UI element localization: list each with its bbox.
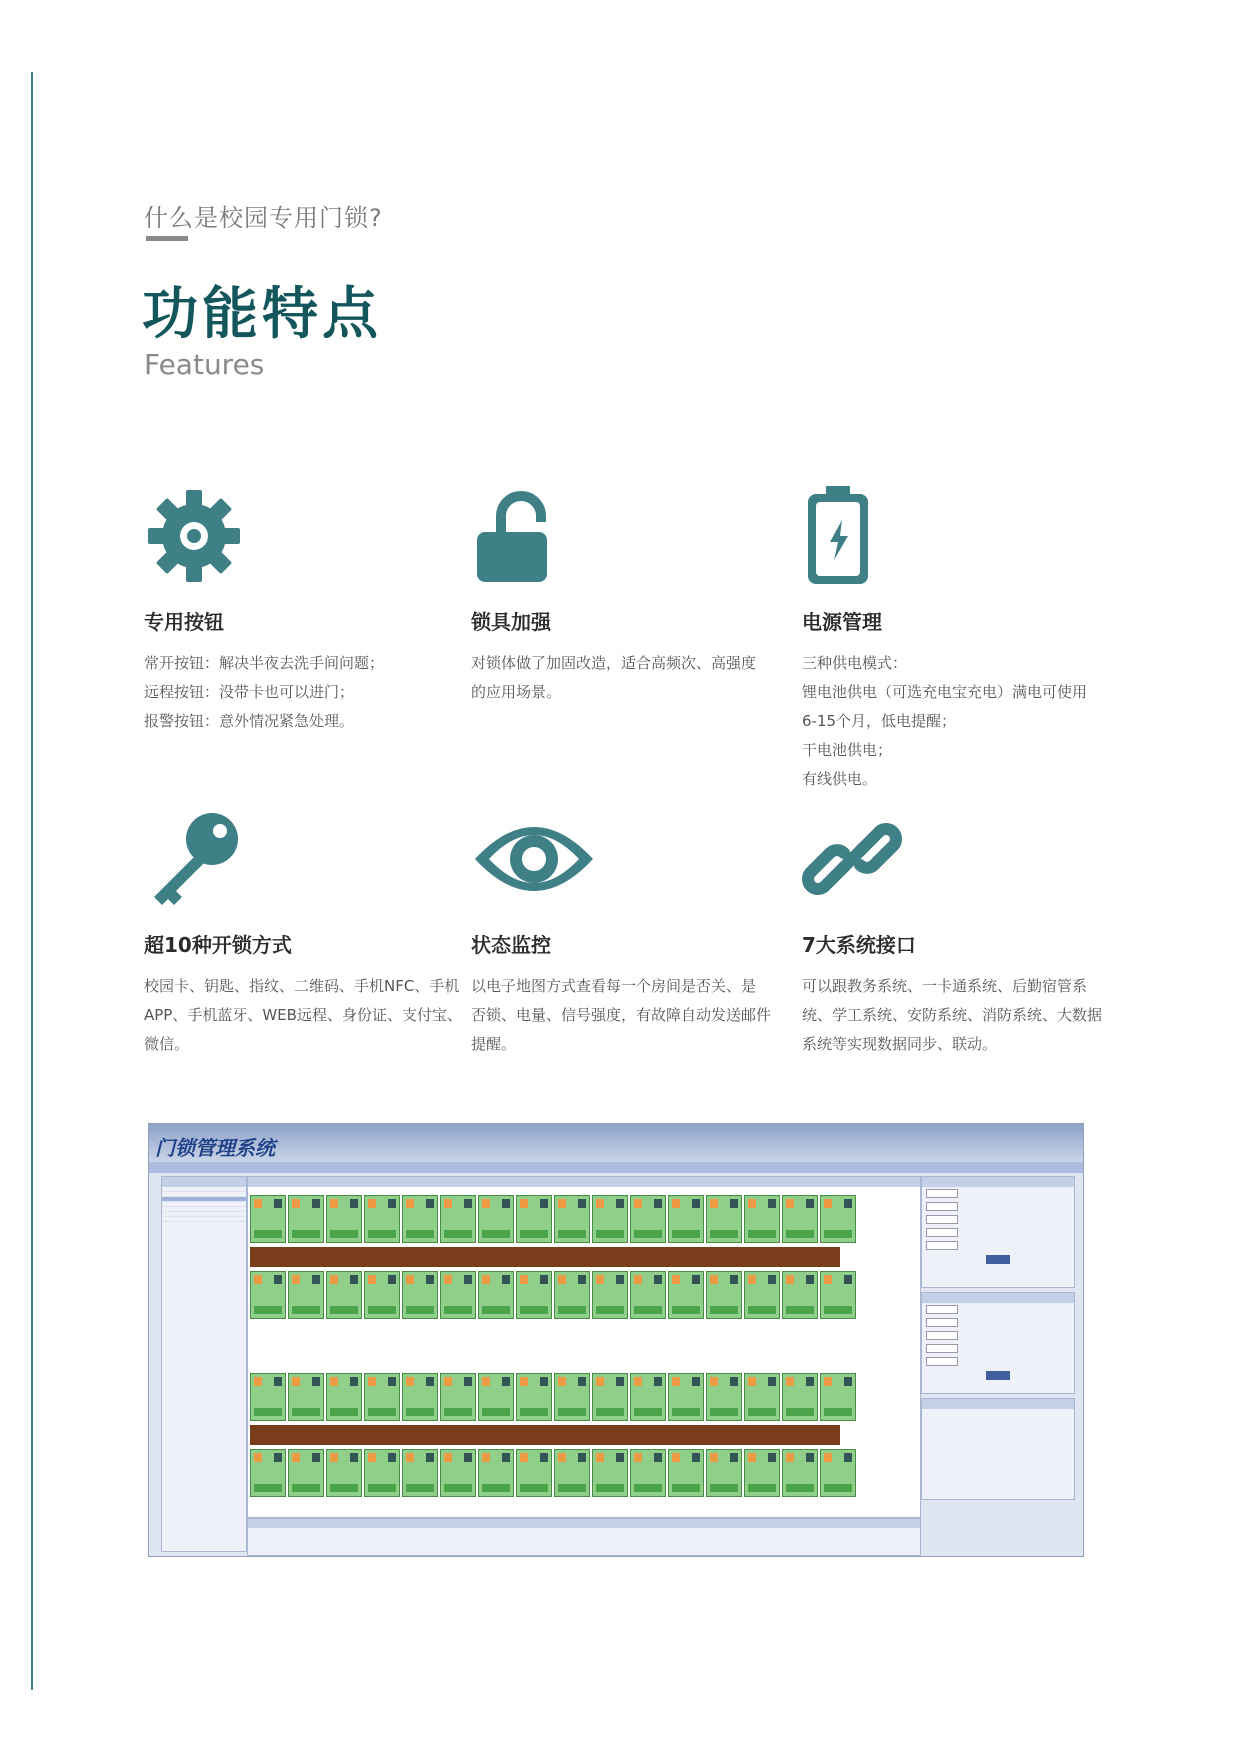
room-label [406,1306,434,1314]
room-label [254,1484,282,1492]
feature-description: 校园卡、钥匙、指纹、二维码、手机NFC、手机 APP、手机蓝牙、WEB远程、身份证、支付宝、 微信。 [144,977,462,1053]
room-tile [668,1271,704,1319]
room-label [710,1408,738,1416]
room-tile [402,1449,438,1497]
room-label [520,1306,548,1314]
panel-header [922,1177,1074,1187]
room-label [558,1484,586,1492]
query-side-panel [921,1176,1075,1504]
room-tile [402,1195,438,1243]
room-label [444,1306,472,1314]
room-label [368,1408,396,1416]
room-map-panel [247,1176,921,1518]
room-label [596,1484,624,1492]
room-label [444,1230,472,1238]
building-tree-panel [161,1176,247,1552]
room-label [786,1230,814,1238]
room-tile [744,1195,780,1243]
room-label [520,1408,548,1416]
room-label [406,1230,434,1238]
room-tile [782,1373,818,1421]
room-label [520,1484,548,1492]
eye-icon [471,809,597,909]
panel-header [922,1293,1074,1303]
feature-power-management [802,486,1102,794]
room-label [558,1306,586,1314]
feature-system-interfaces [802,809,1102,1059]
room-label [786,1408,814,1416]
room-label [292,1230,320,1238]
feature-title: 超10种开锁方式 [144,933,292,957]
room-tile [516,1195,552,1243]
room-tile [782,1195,818,1243]
room-tile [820,1195,856,1243]
corridor [250,1425,840,1445]
room-label [748,1230,776,1238]
feature-lock-reinforcement [471,486,771,707]
room-tile [820,1373,856,1421]
room-tile [440,1449,476,1497]
feature-description: 三种供电模式： 锂电池供电（可选充电宝充电）满电可使用 6-15个月，低电提醒； 干电池供电； 有线供电。 [802,654,1088,788]
room-tile [478,1373,514,1421]
room-tile [744,1373,780,1421]
card-query-panel [921,1292,1075,1394]
room-label [824,1230,852,1238]
room-tile [630,1373,666,1421]
room-tile [326,1373,362,1421]
room-tile [554,1373,590,1421]
room-tile [478,1195,514,1243]
query-field[interactable] [926,1318,958,1327]
room-label [824,1306,852,1314]
query-field[interactable] [926,1331,958,1340]
feature-dedicated-buttons [144,486,444,736]
room-tile [402,1271,438,1319]
room-label [406,1408,434,1416]
page-margin-line [31,72,33,1690]
room-row [250,1195,856,1243]
feature-title: 电源管理 [802,610,882,634]
room-tile [364,1449,400,1497]
room-row [250,1373,856,1421]
room-tile [440,1373,476,1421]
room-label [330,1484,358,1492]
room-tile [250,1373,286,1421]
page-subtitle: Features [144,348,265,381]
gear-icon [144,486,244,586]
tree-item [162,1217,246,1222]
room-label [558,1408,586,1416]
room-tile [782,1449,818,1497]
status-query-panel [921,1176,1075,1288]
section-kicker: 什么是校园专用门锁? [144,204,383,232]
room-label [368,1230,396,1238]
date-field[interactable] [926,1357,958,1366]
room-row [250,1271,856,1319]
query-button[interactable] [986,1371,1010,1380]
feature-unlock-methods [144,809,462,1059]
room-label [710,1230,738,1238]
feature-title: 7大系统接口 [802,933,916,957]
room-tile [554,1195,590,1243]
query-field[interactable] [926,1305,958,1314]
room-label [710,1306,738,1314]
room-label [330,1408,358,1416]
room-tile [326,1271,362,1319]
kicker-underline [146,236,188,241]
room-label [672,1230,700,1238]
room-label [596,1408,624,1416]
room-label [444,1484,472,1492]
panel-header [922,1399,1074,1409]
feature-description: 以电子地图方式查看每一个房间是否关、是 否锁、电量、信号强度，有故障自动发送邮件 提醒。 [471,977,772,1053]
room-label [748,1408,776,1416]
room-label [672,1484,700,1492]
room-tile [554,1449,590,1497]
room-tile [706,1271,742,1319]
room-tile [440,1271,476,1319]
room-label [596,1230,624,1238]
room-tile [326,1195,362,1243]
room-tile [668,1449,704,1497]
room-tile [668,1195,704,1243]
room-label [254,1408,282,1416]
feature-title: 专用按钮 [144,610,224,634]
room-tile [592,1195,628,1243]
room-tile [250,1195,286,1243]
chain-link-icon [802,809,902,909]
query-button[interactable] [986,1255,1010,1264]
lock-management-system-screenshot [148,1123,1084,1557]
room-tile [364,1373,400,1421]
room-tile [250,1449,286,1497]
room-label [482,1230,510,1238]
room-tile [440,1195,476,1243]
room-label [482,1408,510,1416]
room-label [292,1408,320,1416]
room-tile [516,1373,552,1421]
app-header [149,1124,1083,1162]
feature-title: 锁具加强 [471,610,551,634]
room-tile [478,1271,514,1319]
room-label [292,1306,320,1314]
feature-status-monitoring [471,809,771,1059]
room-tile [364,1271,400,1319]
room-label [292,1484,320,1492]
date-field[interactable] [926,1344,958,1353]
room-label [368,1484,396,1492]
room-label [748,1484,776,1492]
room-tile [820,1271,856,1319]
room-tile [630,1195,666,1243]
room-tile [402,1373,438,1421]
room-label [672,1408,700,1416]
room-label [330,1306,358,1314]
feature-description: 可以跟教务系统、一卡通系统、后勤宿管系 统、学工系统、安防系统、消防系统、大数据 系统等实现数据同步、联动。 [802,977,1103,1053]
room-label [824,1408,852,1416]
status-select[interactable] [926,1202,958,1211]
app-title: 门锁管理系统 [155,1136,275,1160]
room-tile [250,1271,286,1319]
room-label [444,1408,472,1416]
room-tile [630,1449,666,1497]
room-label [634,1408,662,1416]
room-tile [288,1271,324,1319]
room-tile [630,1271,666,1319]
room-tile [592,1271,628,1319]
room-tile [706,1449,742,1497]
status-select[interactable] [926,1215,958,1224]
app-menu-bar [149,1162,1083,1173]
room-label [482,1484,510,1492]
room-label [482,1306,510,1314]
room-tile [592,1449,628,1497]
room-label [710,1484,738,1492]
panel-header [248,1519,920,1528]
room-tile [744,1449,780,1497]
feature-description: 对锁体做了加固改造，适合高频次、高强度 的应用场景。 [471,654,757,701]
room-tile [288,1373,324,1421]
room-tile [820,1449,856,1497]
key-icon [144,809,244,909]
battery-icon [802,486,902,586]
room-label [254,1306,282,1314]
room-label [824,1484,852,1492]
room-tile [516,1449,552,1497]
room-tile [668,1373,704,1421]
room-label [520,1230,548,1238]
room-label [368,1306,396,1314]
room-tile [288,1449,324,1497]
room-label [634,1484,662,1492]
status-select[interactable] [926,1228,958,1237]
feature-description: 常开按钮：解决半夜去洗手间问题； 远程按钮：没带卡也可以进门； 报警按钮：意外情况紧急处理。 [144,654,385,730]
statistics-row [248,1528,920,1532]
room-tile [478,1449,514,1497]
panel-header [248,1177,920,1187]
room-tile [782,1271,818,1319]
feature-title: 状态监控 [471,933,551,957]
corridor [250,1247,840,1267]
room-tile [516,1271,552,1319]
unlocked-padlock-icon [471,486,571,586]
panel-header [162,1177,246,1187]
room-label [748,1306,776,1314]
room-label [634,1230,662,1238]
room-tile [364,1195,400,1243]
room-label [672,1306,700,1314]
status-select[interactable] [926,1189,958,1198]
room-label [254,1230,282,1238]
statistics-panel [247,1518,921,1556]
room-tile [706,1373,742,1421]
room-row [250,1449,856,1497]
room-label [634,1306,662,1314]
room-label [406,1484,434,1492]
room-label [596,1306,624,1314]
room-tile [592,1373,628,1421]
room-label [786,1484,814,1492]
room-label [558,1230,586,1238]
room-tile [744,1271,780,1319]
room-tile [288,1195,324,1243]
room-tile [554,1271,590,1319]
room-tile [326,1449,362,1497]
room-label [786,1306,814,1314]
page-title: 功能特点 [142,282,382,347]
status-select[interactable] [926,1241,958,1250]
room-label [330,1230,358,1238]
room-tile [706,1195,742,1243]
alarm-list-panel [921,1398,1075,1500]
